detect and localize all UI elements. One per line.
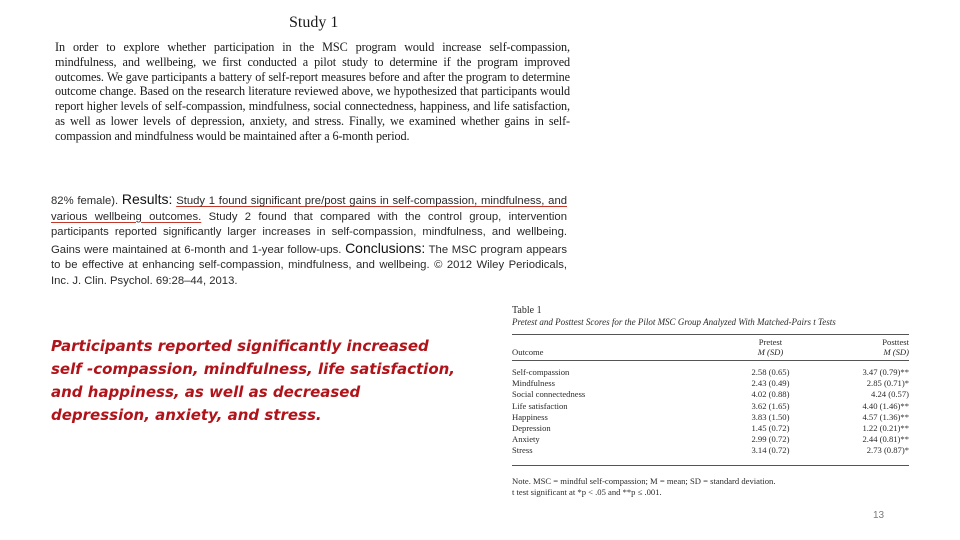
page-number: 13 xyxy=(873,510,885,521)
cell-outcome: Stress xyxy=(512,445,730,465)
table-label: Table 1 xyxy=(512,305,542,316)
outcome-header: Outcome xyxy=(512,347,730,361)
cell-posttest: 3.47 (0.79)** xyxy=(862,367,909,377)
conclusions-text: The MSC program appears to be effective at enhancing self-compassion, mindfulness, and wellbeing. © 2012 Wiley Periodicals, Inc. J. Clin. Psychol. 69:28–44, 2013. xyxy=(51,243,568,287)
results-heading: Results: xyxy=(121,191,173,207)
results-table-figure xyxy=(512,305,922,498)
posttest-stat-header: M (SD) xyxy=(811,347,909,361)
table-note-line: t test significant at *p < .05 and **p ≤ .001. xyxy=(512,486,662,497)
table-row xyxy=(512,361,909,379)
cell-pretest: 3.83 (1.50) xyxy=(751,411,790,422)
table-row xyxy=(512,423,909,434)
cell-outcome: Life satisfaction xyxy=(512,400,568,411)
cell-pretest: 2.99 (0.72) xyxy=(751,434,790,445)
results-text: Study 2 found that compared with the control group, intervention participants reported significantly larger increases in self-compassion, mindfulness, and wellbeing. Gains were maintained at 6-month and 1-year follow-ups. xyxy=(51,210,567,256)
cell-posttest: 2.44 (0.81)** xyxy=(862,434,909,445)
table-row xyxy=(512,445,909,465)
cell-pretest: 2.58 (0.65) xyxy=(751,367,790,377)
cell-outcome: Social connectedness xyxy=(512,389,586,400)
abstract-prefix: 82% female). xyxy=(51,195,119,207)
study-paragraph: In order to explore whether participation in the MSC program would increase self-compassion, mindfulness, and wellbeing, we first conducted a pilot study to determine if the program improved outcomes. We gave participants a battery of self-report measures before and after the program to determine outcome change. Based on the research literature reviewed above, we hypothesized that participants would report higher levels of self-compassion, mindfulness, social connectedness, happiness, and life satisfaction, as well as lower levels of depression, anxiety, and stress. Finally, we examined whether gains in self-compassion and mindfulness would be maintained after a 6-month period. xyxy=(55,40,570,143)
table-caption: Pretest and Posttest Scores for the Pilot MSC Group Analyzed With Matched-Pairs t Tests xyxy=(512,317,836,327)
cell-outcome: Depression xyxy=(512,423,551,434)
pretest-stat-header: M (SD) xyxy=(730,347,810,361)
conclusions-heading: Conclusions: xyxy=(345,239,426,256)
table-note-line: Note. MSC = mindful self-compassion; M = mean; SD = standard deviation. xyxy=(512,475,776,486)
cell-posttest: 1.22 (0.21)** xyxy=(862,423,909,434)
cell-outcome: Happiness xyxy=(512,411,548,422)
summary-statement: Participants reported significantly increased self -compassion, mindfulness, life satisfaction, and happiness, as well as decreased depression, anxiety, and stress. xyxy=(51,337,455,424)
cell-outcome: Mindfulness xyxy=(512,378,555,389)
cell-pretest: 4.02 (0.88) xyxy=(751,389,790,400)
table-row xyxy=(512,434,909,445)
pretest-header: Pretest xyxy=(730,335,810,348)
cell-pretest: 3.62 (1.65) xyxy=(751,400,790,411)
cell-pretest: 2.43 (0.49) xyxy=(751,378,790,389)
cell-posttest: 4.57 (1.36)** xyxy=(862,411,909,422)
results-table xyxy=(512,334,909,466)
cell-posttest: 2.73 (0.87)* xyxy=(811,445,909,465)
cell-pretest: 1.45 (0.72) xyxy=(751,423,790,434)
table-row xyxy=(512,389,909,400)
table-note xyxy=(512,476,922,498)
cell-posttest: 4.24 (0.57) xyxy=(871,389,909,400)
cell-pretest: 3.14 (0.72) xyxy=(730,445,810,465)
cell-posttest: 4.40 (1.46)** xyxy=(862,400,909,411)
posttest-header: Posttest xyxy=(811,335,909,348)
results-highlight: Study 1 found significant pre/post gains in self-compassion, mindfulness, and various wellbeing outcomes. xyxy=(51,195,568,223)
table-row xyxy=(512,378,909,389)
cell-outcome: Self-compassion xyxy=(512,367,570,377)
study-title: Study 1 xyxy=(289,14,339,31)
abstract-excerpt xyxy=(51,192,567,290)
table-row xyxy=(512,401,909,412)
cell-posttest: 2.85 (0.71)* xyxy=(866,378,909,389)
table-row xyxy=(512,412,909,423)
cell-outcome: Anxiety xyxy=(512,434,540,445)
